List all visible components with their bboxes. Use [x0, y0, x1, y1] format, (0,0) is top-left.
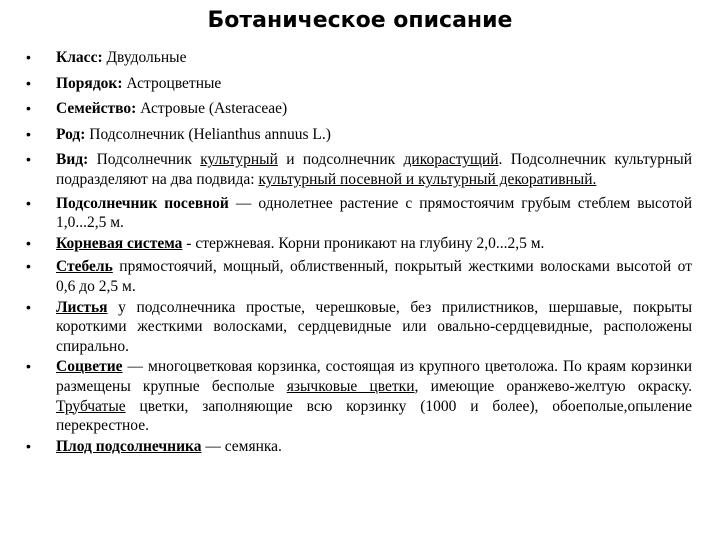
slide-title: Ботаническое описание [207, 8, 513, 33]
link-subspecies[interactable]: культурный посевной и культурный декоративный. [258, 170, 597, 188]
list-item-koren [26, 234, 692, 254]
item-text: Подсолнечник [88, 151, 201, 169]
list-item-listya [26, 298, 692, 357]
item-text: . Подсолнечник культурный подразделяют на два подвида: [56, 151, 692, 188]
item-label: Вид: [56, 151, 89, 169]
link-yazychkovye[interactable]: язычковые цветки [286, 377, 415, 395]
item-value: Астроцветные [122, 74, 222, 92]
item-label: Порядок: [56, 74, 123, 92]
item-label: Класс: [56, 49, 103, 66]
list-item-klass [26, 48, 692, 68]
item-label: Соцветие [56, 358, 123, 376]
item-text: цветки, заполняющие всю корзинку (1000 и более), обоеполые,опыление перекрестное. [56, 397, 692, 435]
link-kulturny[interactable]: культурный [200, 151, 278, 169]
list-item-poryadok [26, 74, 692, 94]
item-text: у подсолнечника простые, черешковые, без прилистников, шершавые, покрыты короткими жесткими волосками, сердцевидные или овально-сердцевидные, расположены спирально. [56, 298, 692, 355]
item-text: и подсолнечник [277, 151, 404, 169]
link-dikorastushchy[interactable]: дикорастущий [403, 151, 499, 169]
list-item-rod [26, 125, 692, 145]
list-item-plod [26, 437, 692, 457]
item-label: Плод подсолнечника [56, 437, 202, 455]
list-item-socvetie [26, 357, 692, 435]
botanical-description-list [26, 48, 692, 456]
list-item-vid [26, 150, 692, 189]
list-item-semeystvo [26, 99, 692, 119]
item-label: Род: [56, 125, 86, 143]
item-value: Астровые (Asteraceae) [136, 100, 288, 118]
item-text: , имеющие оранжево-желтую окраску. [414, 377, 692, 395]
item-value: Подсолнечник (Helianthus annuus L.) [85, 125, 331, 143]
item-text: - стержневая. Корни проникают на глубину 2,0...2,5 м. [182, 234, 545, 252]
link-trubchatye[interactable]: Трубчатые [56, 397, 126, 415]
item-label: Корневая система [56, 234, 183, 252]
item-value: Двудольные [102, 49, 187, 66]
item-label: Семейство: [56, 100, 137, 118]
item-text: — семянка. [201, 437, 282, 455]
list-item-posevnoy [26, 194, 692, 233]
item-text: прямостоячий, мощный, облиственный, покрытый жесткими волосками высотой от 0,6 до 2,5 м. [56, 258, 692, 295]
item-label: Листья [56, 298, 108, 316]
item-label: Подсолнечник посевной [56, 194, 229, 212]
item-text: — однолетнее растение с прямостоячим грубым стеблем высотой 1,0...2,5 м. [56, 194, 692, 232]
list-item-stebel [26, 257, 692, 296]
item-text: — многоцветковая корзинка, состоящая из крупного цветоложа. По краям корзинки размещены крупные бесполые [56, 358, 692, 395]
item-label: Стебель [56, 258, 113, 276]
